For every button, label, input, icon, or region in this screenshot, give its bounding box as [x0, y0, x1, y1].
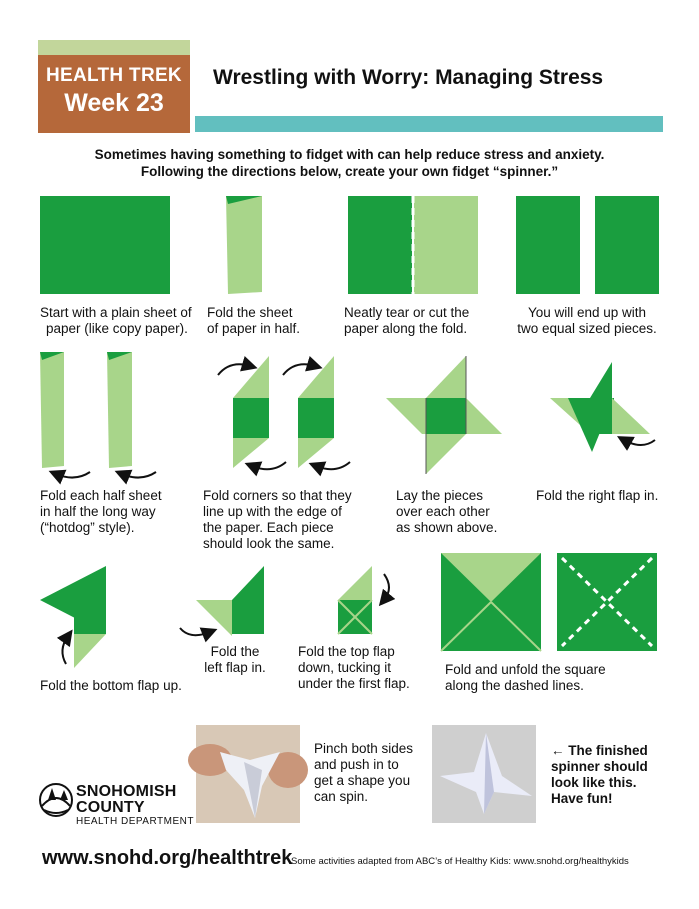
step-12-caption: Fold and unfold the square along the dashed lines. — [445, 662, 606, 693]
county-logo — [76, 784, 194, 828]
plain-sheet-figure — [40, 196, 170, 294]
page-title: Wrestling with Worry: Managing Stress — [213, 66, 604, 89]
bottom-flap-figure — [40, 566, 106, 668]
step-1-caption: Start with a plain sheet of paper (like copy paper). — [40, 305, 192, 336]
pinch-caption: Pinch both sides and push in to get a shape you can spin. — [314, 741, 414, 804]
logo-line-1: SNOHOMISH — [76, 783, 177, 800]
footer-url[interactable]: www.snohd.org/healthtrek — [42, 847, 293, 869]
top-flap-figure — [338, 566, 389, 634]
footer-credit: Some activities adapted from ABC’s of Healthy Kids: www.snohd.org/healthykids — [291, 856, 629, 867]
intro-line-2: Following the directions below, create your own fidget “spinner.” — [140, 164, 559, 179]
triangle-fold-figure — [441, 553, 541, 651]
step-4-caption: You will end up with two equal sized pieces. — [517, 305, 657, 336]
two-pieces-figure — [516, 196, 659, 294]
hotdog-fold-figure — [40, 352, 156, 478]
step-7-caption: Lay the pieces over each other as shown above. — [396, 488, 498, 535]
logo-line-2: COUNTY — [76, 799, 145, 816]
tear-fold-figure — [348, 196, 478, 294]
dashed-square-figure — [557, 553, 657, 651]
step-3-caption: Neatly tear or cut the paper along the fold. — [344, 305, 470, 336]
logo-line-3: HEALTH DEPARTMENT — [76, 816, 194, 827]
step-8-caption: Fold the right flap in. — [536, 488, 659, 503]
step-9-caption: Fold the bottom flap up. — [40, 678, 182, 693]
right-flap-figure — [550, 362, 655, 452]
county-logo-icon — [40, 784, 72, 816]
intro-line-1: Sometimes having something to fidget with can help reduce stress and anxiety. — [94, 147, 605, 162]
finished-spinner-photo — [432, 725, 536, 823]
finished-caption: ← The finished spinner should look like this. Have fun! — [551, 743, 648, 806]
overlap-pieces-figure — [386, 356, 502, 474]
step-11-caption: Fold the top flap down, tucking it under the first flap. — [298, 644, 410, 691]
folded-sheet-figure — [226, 196, 262, 294]
pinch-photo — [188, 725, 308, 823]
badge-label: HEALTH TREK — [46, 65, 182, 86]
step-6-caption: Fold corners so that they line up with the edge of the paper. Each piece should look the same. — [203, 488, 352, 551]
badge-week: Week 23 — [64, 89, 164, 117]
step-5-caption: Fold each half sheet in half the long way (“hotdog” style). — [40, 488, 162, 535]
step-10-caption: Fold the left flap in. — [204, 644, 266, 675]
left-flap-figure — [180, 566, 264, 636]
step-2-caption: Fold the sheet of paper in half. — [207, 305, 301, 336]
corner-fold-figure — [218, 356, 350, 469]
